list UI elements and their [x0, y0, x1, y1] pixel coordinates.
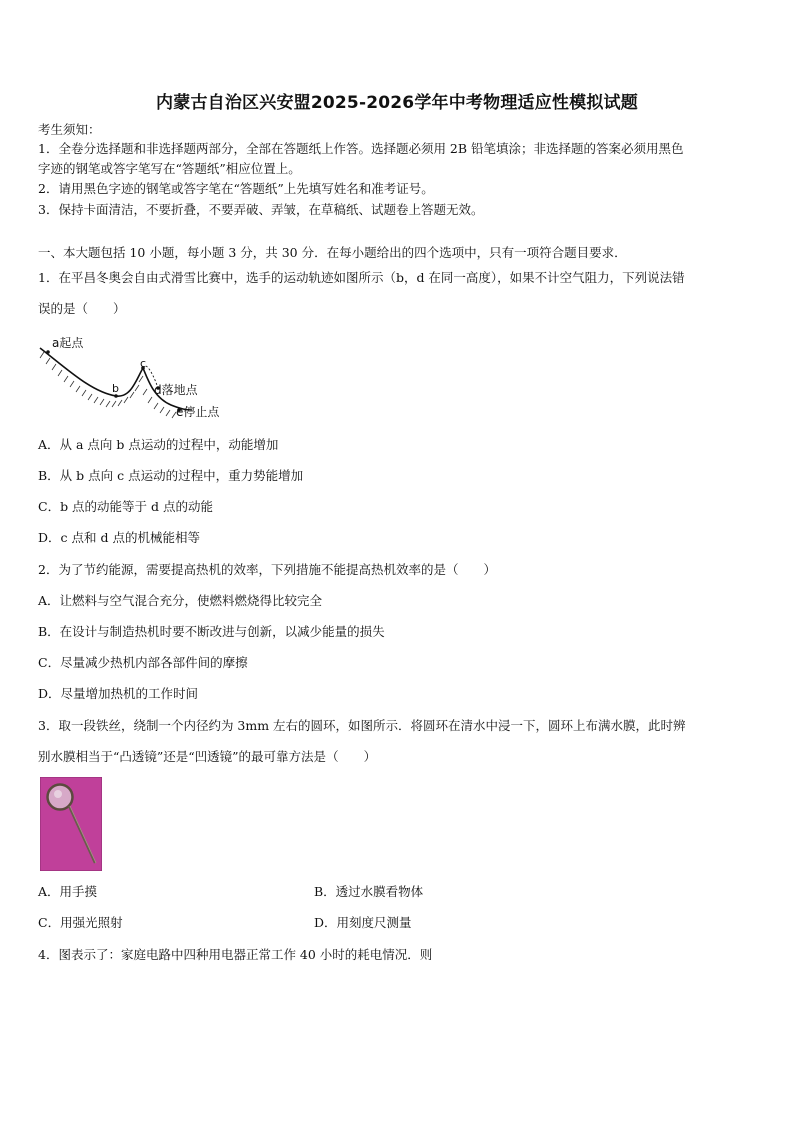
q1-stem-cont: 误的是（ ）: [38, 301, 126, 316]
q3-stem: 3．取一段铁丝，绕制一个内径约为 3mm 左右的圆环，如图所示．将圆环在清水中浸一下，圆环上布满水膜，此时辨: [38, 718, 686, 733]
q1-option-d: D．c 点和 d 点的机械能相等: [38, 530, 200, 545]
page-title: 内蒙古自治区兴安盟2025-2026学年中考物理适应性模拟试题: [156, 93, 638, 113]
label-e-stop: e停止点: [176, 405, 220, 419]
q3-option-d: D．用刻度尺测量: [314, 915, 412, 930]
section-heading: 一、本大题包括 10 小题，每小题 3 分，共 30 分．在每小题给出的四个选项中，只有一项符合题目要求．: [38, 245, 627, 260]
label-d-landing: d落地点: [154, 383, 198, 397]
q3-option-a: A．用手摸: [38, 884, 98, 899]
q1-option-b: B．从 b 点向 c 点运动的过程中，重力势能增加: [38, 468, 304, 483]
notice-heading: 考生须知：: [38, 122, 101, 137]
q1-option-a: A．从 a 点向 b 点运动的过程中，动能增加: [38, 437, 279, 452]
label-c: c: [140, 357, 147, 370]
q2-option-d: D．尽量增加热机的工作时间: [38, 686, 199, 701]
q2-option-b: B．在设计与制造热机时要不断改进与创新，以减少能量的损失: [38, 624, 385, 639]
q3-option-b: B．透过水膜看物体: [314, 884, 424, 899]
notice-item-1: 1．全卷分选择题和非选择题两部分，全部在答题纸上作答。选择题必须用 2B 铅笔填涂；非选择题的答案必须用黑色: [38, 141, 684, 156]
notice-item-3: 3．保持卡面清洁，不要折叠，不要弄破、弄皱，在草稿纸、试题卷上答题无效。: [38, 202, 484, 217]
notice-item-2: 2．请用黑色字迹的钢笔或答字笔在“答题纸”上先填写姓名和准考证号。: [38, 181, 434, 196]
q4-stem: 4．图表示了：家庭电路中四种用电器正常工作 40 小时的耗电情况．则: [38, 947, 433, 962]
q1-option-c: C．b 点的动能等于 d 点的动能: [38, 499, 213, 514]
q2-stem: 2．为了节约能源，需要提高热机的效率，下列措施不能提高热机效率的是（ ）: [38, 562, 496, 577]
notice-item-1-cont: 字迹的钢笔或答字笔写在“答题纸”相应位置上。: [38, 161, 301, 176]
q2-option-a: A．让燃料与空气混合充分，使燃料燃烧得比较完全: [38, 593, 323, 608]
wire-loop-image: [40, 777, 102, 871]
q1-stem: 1．在平昌冬奥会自由式滑雪比赛中，选手的运动轨迹如图所示（b，d 在同一高度），如果不计空气阻力，下列说法错: [38, 270, 685, 285]
q3-option-c: C．用强光照射: [38, 915, 123, 930]
wire-loop-photo: [40, 777, 102, 871]
label-a-start: a起点: [52, 336, 84, 350]
q3-stem-cont: 别水膜相当于“凸透镜”还是“凹透镜”的最可靠方法是（ ）: [38, 749, 377, 764]
ski-track-figure: [36, 330, 228, 422]
q2-option-c: C．尽量减少热机内部各部件间的摩擦: [38, 655, 248, 670]
label-b: b: [112, 382, 119, 395]
